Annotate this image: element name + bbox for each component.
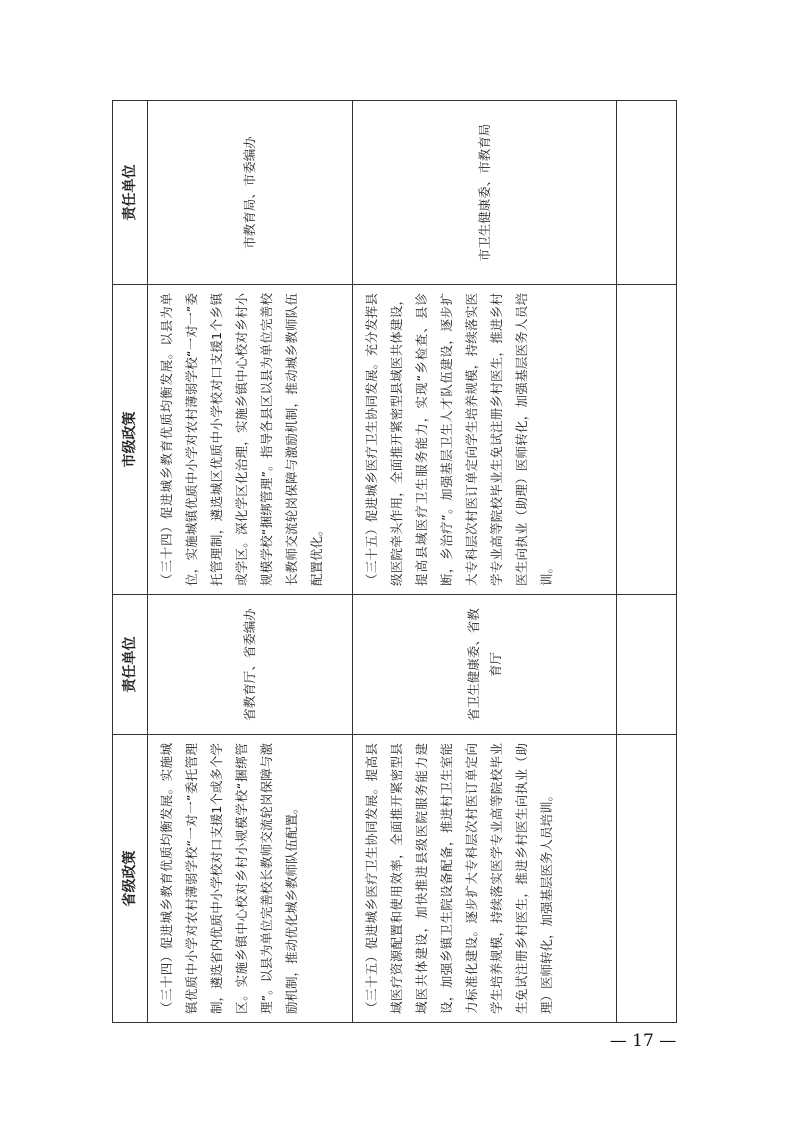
header-province-unit: 责任单位 <box>113 595 148 735</box>
empty-cell <box>617 101 677 285</box>
table-row-empty <box>617 101 677 1023</box>
table-header-row <box>113 101 148 1023</box>
header-city-policy: 市级政策 <box>113 285 148 595</box>
city-policy-cell: （三十五）促进城乡医疗卫生协同发展。充分发挥县级医院牵头作用，全面推开紧密型县域医共体建设，提高县域医疗卫生服务能力，实现“乡检查、县诊断，乡治疗”。加强基层卫生人才队伍建设，逐步扩大专科层次村医订单定向学生培养规模，持续落实医学专业高等院校毕业生免试注册乡村医生，推进乡村医生向执业（助理）医师转化，加强基层医务人员培训。 <box>353 285 617 595</box>
province-unit-cell: 省教育厅、省委编办 <box>148 595 353 735</box>
province-unit-cell: 省卫生健康委、省教育厅 <box>353 595 617 735</box>
page-number: — 17 — <box>609 1031 677 1051</box>
policy-table-container <box>112 101 677 1023</box>
header-city-unit: 责任单位 <box>113 101 148 285</box>
rotated-table-wrapper <box>112 101 677 1023</box>
empty-cell <box>617 735 677 1023</box>
city-unit-cell: 市教育局、市委编办 <box>148 101 353 285</box>
table-row <box>148 101 353 1023</box>
empty-cell <box>617 285 677 595</box>
table-row <box>353 101 617 1023</box>
policy-table <box>112 100 677 1023</box>
header-province-policy: 省级政策 <box>113 735 148 1023</box>
city-unit-cell: 市卫生健康委、市教育局 <box>353 101 617 285</box>
province-policy-cell: （三十五）促进城乡医疗卫生协同发展。提高县域医疗资源配置和使用效率，全面推开紧密型县域医共体建设，加快推进县级医院服务能力建设，加强乡镇卫生院设备配备，推进村卫生室能力标准化建设。逐步扩大专科层次村医订单定向学生培养规模，持续落实医学专业高等院校毕业生免试注册乡村医生，推进乡村医生向执业（助理）医师转化，加强基层医务人员培训。 <box>353 735 617 1023</box>
city-policy-cell: （三十四）促进城乡教育优质均衡发展。以县为单位，实施城镇优质中小学对农村薄弱学校“一对一”委托管理制，遴选城区优质中小学校对口支援1个乡镇或学区。深化学区化治理，实施乡镇中心校对乡村小规模学校“捆绑管理”。指导各县区以县为单位完善校长教师交流轮岗保障与激励机制，推动城乡教师队伍配置优化。 <box>148 285 353 595</box>
empty-cell <box>617 595 677 735</box>
province-policy-cell: （三十四）促进城乡教育优质均衡发展。实施城镇优质中小学对农村薄弱学校“一对一”委托管理制，遴选省内优质中小学校对口支援1个或多个学区。实施乡镇中心校对乡村小规模学校“捆绑管理”。以县为单位完善校长教师交流轮岗保障与激励机制，推动优化城乡教师队伍配置。 <box>148 735 353 1023</box>
